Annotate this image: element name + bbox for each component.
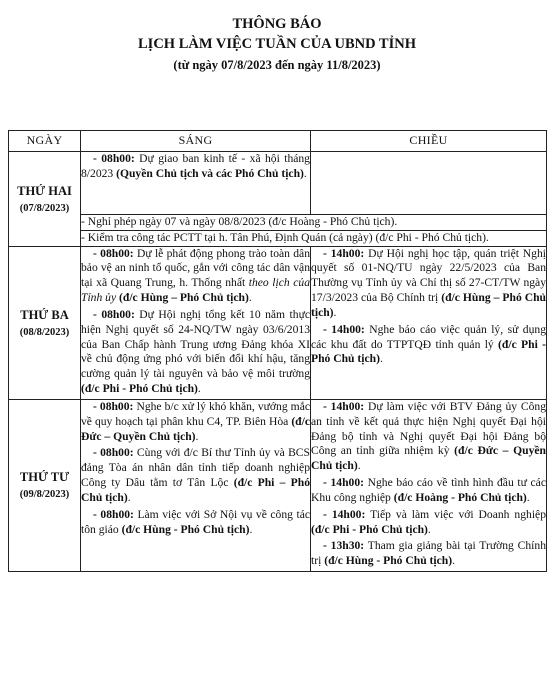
tuesday-morning: [81, 246, 311, 399]
schedule-item: - 08h00: Nghe b/c xử lý khó khăn, vướng mắc về quy hoạch tại phân khu C4, TP. Biên Hòa (đ/c Đức – Quyền Chủ tịch).: [81, 399, 310, 443]
monday-fullday-1: - Nghỉ phép ngày 07 và ngày 08/8/2023 (đ/c Hoàng - Phó Chủ tịch).: [81, 215, 547, 231]
day-cell-wednesday: [9, 399, 81, 571]
day-date: (09/8/2023): [19, 489, 70, 501]
col-header-day: NGÀY: [9, 131, 81, 152]
table-row-monday: [9, 152, 547, 215]
table-row-wednesday: [9, 399, 547, 571]
schedule-item: - 14h00: Nghe báo cáo việc quản lý, sử dụng các khu đất do TTPTQĐ tỉnh quản lý (đ/c Phi - Phó Chủ tịch).: [311, 322, 546, 366]
wednesday-afternoon: [311, 399, 547, 571]
date-range: (từ ngày 07/8/2023 đến ngày 11/8/2023): [173, 58, 381, 72]
day-date: (08/8/2023): [19, 326, 70, 338]
schedule-item: - 08h00: Dự lễ phát động phong trào toàn dân bảo vệ an ninh tổ quốc, gắn với công tác dân vận tại xã Quang Trung, h. Thống nhất theo lịch của Tỉnh ủy (đ/c Hùng – Phó Chủ tịch).: [81, 246, 310, 305]
schedule-table: [8, 130, 547, 572]
day-date: (07/8/2023): [19, 202, 70, 214]
schedule-subtitle: LỊCH LÀM VIỆC TUẦN CỦA UBND TỈNH: [138, 36, 416, 52]
schedule-item: - 08h00: Làm việc với Sở Nội vụ về công tác tôn giáo (đ/c Hùng - Phó Chủ tịch).: [81, 507, 310, 536]
col-header-morning: SÁNG: [81, 131, 311, 152]
day-cell-monday: [9, 152, 81, 247]
table-row-tuesday: [9, 246, 547, 399]
schedule-item: - 14h00: Dự Hội nghị học tập, quán triệt Nghị quyết số 01-NQ/TU ngày 22/5/2023 của Ban Thường vụ Tỉnh ủy và Chỉ thị số 27-CT/TW ngày 17/3/2023 của Bộ Chính trị (đ/c Hùng – Phó Chủ tịch).: [311, 246, 546, 319]
wednesday-morning: [81, 399, 311, 571]
schedule-item: - 08h00: Dự Hội nghị tổng kết 10 năm thực hiện Nghị quyết số 24-NQ/TW ngày 03/6/2013 của Ban Chấp hành Trung ương Đảng khóa XI về chủ động ứng phó với biến đổi khí hậu, tăng cường quản lý tài nguyên và bảo vệ môi trường (đ/c Phi - Phó Chủ tịch).: [81, 307, 310, 396]
schedule-item: - 08h00: Dự giao ban kinh tế - xã hội tháng 8/2023 (Quyền Chủ tịch và các Phó Chủ tịch).: [81, 152, 310, 180]
notice-title: THÔNG BÁO: [232, 16, 322, 32]
schedule-item: - 14h00: Dự làm việc với BTV Đảng ủy Công an tỉnh về kết quả thực hiện Nghị quyết Đại hội Đảng bộ tỉnh và Nghị quyết Đại hội Đảng bộ Công an tỉnh giữa nhiệm kỳ (đ/c Đức – Quyền Chủ tịch).: [311, 399, 546, 473]
day-name: THỨ HAI: [17, 183, 72, 198]
schedule-item: - 08h00: Cùng với đ/c Bí thư Tỉnh ủy và BCS đảng Tòa án nhân dân tỉnh tiếp doanh nghiệp Công ty Dâu tằm tơ Tân Lộc (đ/c Phi – Phó Chủ tịch).: [81, 446, 310, 504]
schedule-item: - 13h30: Tham gia giảng bài tại Trường Chính trị (đ/c Hùng - Phó Chủ tịch).: [311, 539, 546, 568]
day-name: THỨ TƯ: [19, 470, 70, 485]
day-name: THỨ BA: [20, 307, 69, 322]
monday-morning: [81, 152, 311, 215]
tuesday-afternoon: [311, 246, 547, 399]
table-header-row: [9, 131, 547, 152]
col-header-afternoon: CHIỀU: [311, 131, 547, 152]
table-row-monday-full1: [9, 215, 547, 231]
table-row-monday-full2: [9, 230, 547, 246]
monday-fullday-2: - Kiểm tra công tác PCTT tại h. Tân Phú, Định Quán (cả ngày) (đ/c Phi - Phó Chủ tịch).: [81, 230, 547, 246]
schedule-item: - 14h00: Tiếp và làm việc với Doanh nghiệp (đ/c Phi - Phó Chủ tịch).: [311, 507, 546, 536]
day-cell-tuesday: [9, 246, 81, 399]
schedule-item: - 14h00: Nghe báo cáo về tình hình đầu tư các Khu công nghiệp (đ/c Hoàng - Phó Chủ tịch).: [311, 476, 546, 504]
monday-afternoon: [311, 152, 547, 215]
